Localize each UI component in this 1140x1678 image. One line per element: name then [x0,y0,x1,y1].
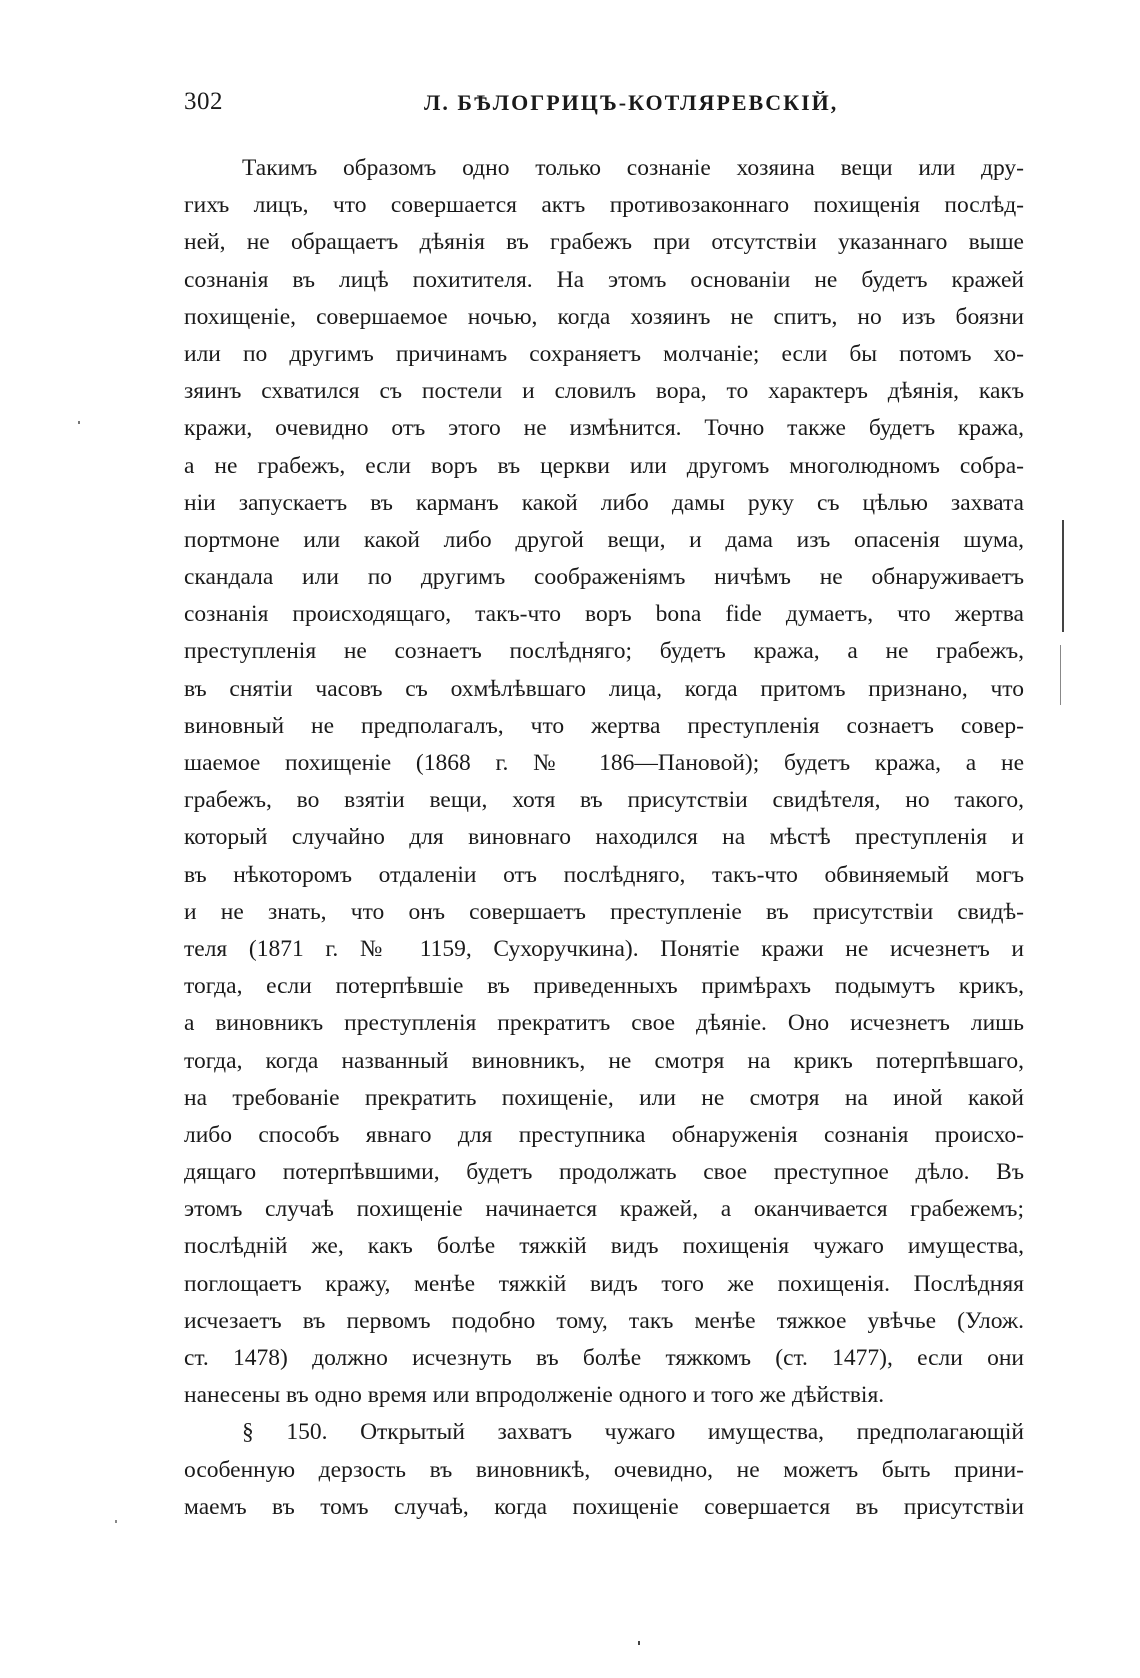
text-line: тогда, когда названный виновникъ, не смотря на крикъ потерпѣвшаго, [184,1047,1024,1074]
text-line: и не знать, что онъ совершаетъ преступленіе въ присутствіи свидѣ- [184,898,1024,925]
text-line: въ нѣкоторомъ отдаленіи отъ послѣдняго, такъ-что обвиняемый могъ [184,861,1024,888]
page-header [184,88,1024,122]
scan-speck [115,1520,117,1523]
margin-scan-mark [1060,645,1061,705]
section-heading-line: § 150. Открытый захватъ чужаго имущества, предполагающій [242,1419,1024,1446]
text-line: этомъ случаѣ похищеніе начинается кражей, а оканчивается грабежемъ; [184,1196,1024,1223]
text-line: сознанія въ лицѣ похитителя. На этомъ основаніи не будетъ кражей [184,266,1024,293]
text-line: зяинъ схватился съ постели и словилъ вора, то характеръ дѣянія, какъ [184,378,1024,405]
scan-speck [78,421,80,424]
text-line: послѣдній же, какъ болѣе тяжкій видъ похищенія чужаго имущества, [184,1233,1024,1260]
text-line: гихъ лицъ, что совершается актъ противозаконнаго похищенія послѣд- [184,192,1024,219]
text-line: поглощаетъ кражу, менѣе тяжкій видъ того же похищенія. Послѣдняя [184,1270,1024,1297]
text-line: Такимъ образомъ одно только сознаніе хозяина вещи или дру- [242,155,1024,181]
text-line: который случайно для виновнаго находился на мѣстѣ преступленія и [184,824,1024,851]
text-line: сознанія происходящаго, такъ-что воръ bona fide думаетъ, что жертва [184,601,1024,628]
page-number: 302 [184,88,223,115]
text-line: преступленія не сознаетъ послѣдняго; будетъ кража, а не грабежъ, [184,638,1024,665]
scan-speck [638,1641,640,1645]
text-line: либо способъ явнаго для преступника обнаруженія сознанія происхо- [184,1121,1024,1148]
text-line: дящаго потерпѣвшими, будетъ продолжать свое преступное дѣло. Въ [184,1159,1024,1186]
text-line: скандала или по другимъ соображеніямъ ничѣмъ не обнаруживаетъ [184,564,1024,591]
text-line: или по другимъ причинамъ сохраняетъ молчаніе; если бы потомъ хо- [184,340,1024,367]
margin-scan-mark [1062,520,1064,632]
text-line: въ снятіи часовъ съ охмѣлѣвшаго лица, когда притомъ признано, что [184,675,1024,702]
text-line: похищеніе, совершаемое ночью, когда хозяинъ не спитъ, но изъ боязни [184,303,1024,330]
text-line: виновный не предполагалъ, что жертва преступленія сознаетъ совер- [184,712,1024,739]
text-line: грабежъ, во взятіи вещи, хотя въ присутствіи свидѣтеля, но такого, [184,787,1024,814]
text-line: теля (1871 г. № 1159, Сухоручкина). Понятіе кражи не исчезнетъ и [184,935,1024,962]
text-line: ст. 1478) должно исчезнуть въ болѣе тяжкомъ (ст. 1477), если они [184,1345,1024,1371]
text-line: портмоне или какой либо другой вещи, и дама изъ опасенія шума, [184,526,1024,553]
text-line: шаемое похищеніе (1868 г. № 186—Пановой); будетъ кража, а не [184,750,1024,776]
text-line: особенную дерзость въ виновникѣ, очевидно, не можетъ быть прини- [184,1456,1024,1483]
text-line: ней, не обращаетъ дѣянія въ грабежъ при отсутствіи указаннаго выше [184,229,1024,256]
text-line: тогда, если потерпѣвшіе въ приведенныхъ примѣрахъ подымутъ крикъ, [184,973,1024,1000]
text-line: нанесены въ одно время или впродолженіе одного и того же дѣйствія. [184,1382,885,1409]
text-line: кражи, очевидно отъ этого не измѣнится. Точно также будетъ кража, [184,415,1024,442]
text-line: маемъ въ томъ случаѣ, когда похищеніе совершается въ присутствіи [184,1493,1024,1520]
text-line: исчезаетъ въ первомъ подобно тому, такъ менѣе тяжкое увѣчье (Улож. [184,1307,1024,1334]
text-line: на требованіе прекратить похищеніе, или не смотря на иной какой [184,1084,1024,1111]
text-line: а виновникъ преступленія прекратитъ свое дѣяніе. Оно исчезнетъ лишь [184,1010,1024,1037]
body-text [184,150,1024,1526]
text-line: ніи запускаетъ въ карманъ какой либо дамы руку съ цѣлью захвата [184,489,1024,516]
running-head: Л. БѢЛОГРИЦЪ-КОТЛЯРЕВСКІЙ, [424,90,839,115]
text-line: а не грабежъ, если воръ въ церкви или другомъ многолюдномъ собра- [184,452,1024,479]
